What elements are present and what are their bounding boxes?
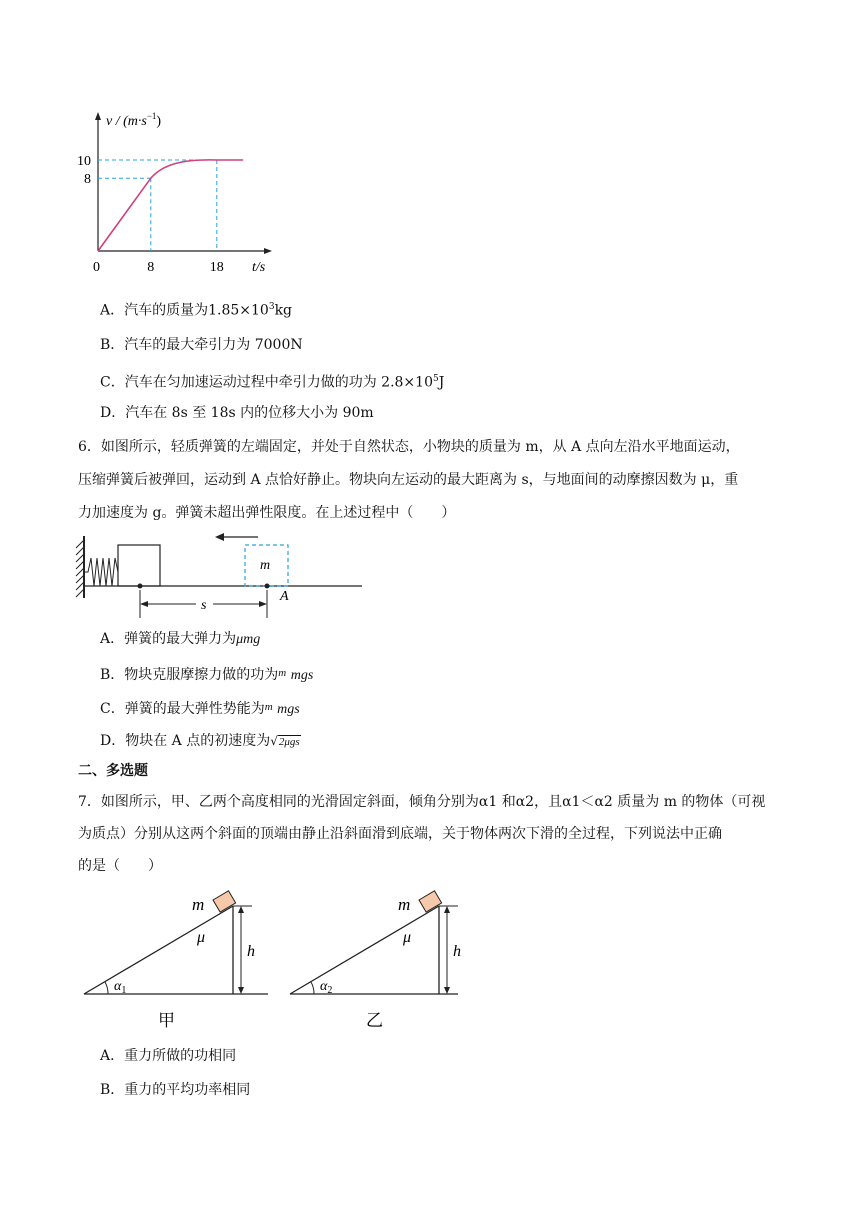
- point-a: [265, 584, 270, 589]
- origin-label: 0: [93, 260, 100, 275]
- x-axis-label: t/s: [252, 260, 266, 275]
- height-label: h: [453, 943, 461, 960]
- q7-option-b: B．重力的平均功率相同: [100, 1082, 251, 1098]
- block-compressed: [118, 545, 160, 586]
- q6-option-b: B．物块克服摩擦力做的功为$^m$ mgs: [100, 667, 314, 683]
- x-tick-8: 8: [147, 260, 155, 275]
- incline-slope: [84, 906, 233, 994]
- q6-stem-line3: 力加速度为 g。弹簧未超出弹性限度。在上述过程中（ ）: [78, 505, 456, 521]
- caption: 乙: [366, 1011, 383, 1030]
- q5-option-c: C．汽车在匀加速运动过程中牵引力做的功为 $2.8\times 10^5J$: [100, 374, 445, 391]
- distance-arrow-left: [140, 601, 148, 607]
- q6-option-a: A．弹簧的最大弹力为μmg: [100, 631, 261, 647]
- spring: [84, 558, 118, 586]
- point-a-label: A: [280, 589, 289, 604]
- y-tick-8: 8: [84, 172, 91, 188]
- point-left: [138, 584, 143, 589]
- height-arrow-down: [238, 987, 244, 994]
- mass-label: m: [260, 558, 271, 573]
- caption: 甲: [158, 1011, 175, 1030]
- distance-label: s: [201, 598, 207, 613]
- wall-hatching: [76, 540, 84, 597]
- spring-block-figure: [70, 530, 370, 620]
- q6-stem-line2: 压缩弹簧后被弹回，运动到 A 点恰好静止。物块向左运动的最大距离为 s，与地面间的动摩擦因数为 μ，重: [78, 472, 739, 488]
- y-axis-label: $v / (m\cdot s^{-1})$: [106, 111, 162, 129]
- angle-label: $\alpha_1$: [114, 979, 127, 996]
- mu-label: μ: [197, 929, 206, 946]
- q6-option-c: C．弹簧的最大弹性势能为$^m$ mgs: [100, 701, 300, 717]
- q6-option-d: D．物块在 A 点的初速度为√2μgs: [100, 733, 300, 749]
- block: [419, 891, 442, 912]
- mass-label: m: [398, 895, 411, 914]
- height-arrow-up: [238, 906, 244, 913]
- section-heading: 二、多选题: [78, 763, 148, 779]
- height-arrow-down: [444, 987, 450, 994]
- velocity-time-graph: [77, 108, 300, 278]
- q7-stem-line2: 为质点）分别从这两个斜面的顶端由静止沿斜面滑到底端，关于物体两次下滑的全过程，下列说法中正确: [78, 826, 722, 842]
- incline-slope: [290, 906, 439, 994]
- velocity-curve: [98, 160, 243, 251]
- distance-arrow-right: [259, 601, 267, 607]
- block: [213, 891, 236, 912]
- q6-stem-line1: 6．如图所示，轻质弹簧的左端固定，并处于自然状态，小物块的质量为 m，从 A 点向左沿水平地面运动，: [78, 439, 740, 455]
- mass-label: m: [192, 895, 205, 914]
- height-label: h: [247, 943, 255, 960]
- q7-stem-line3: 的是（ ）: [78, 858, 162, 874]
- angle-arc: [105, 982, 108, 994]
- angle-arc: [311, 982, 314, 994]
- y-axis-arrow: [95, 112, 101, 120]
- q5-option-d: D．汽车在 8s 至 18s 内的位移大小为 90m: [100, 405, 374, 421]
- q7-option-a: A．重力所做的功相同: [100, 1048, 237, 1064]
- x-axis-arrow: [264, 248, 272, 254]
- q7-stem-line1: 7．如图所示，甲、乙两个高度相同的光滑固定斜面，倾角分别为α1 和α2，且α1＜α2 质量为 m 的物体（可视: [78, 794, 766, 810]
- dashed-guides: [98, 160, 217, 251]
- q5-option-b: B．汽车的最大牵引力为 7000N: [100, 337, 303, 353]
- mu-label: μ: [403, 929, 412, 946]
- incline-figure-right: [286, 866, 486, 1036]
- incline-figure-left: [80, 866, 280, 1036]
- y-tick-10: 10: [77, 154, 91, 169]
- x-tick-18: 18: [209, 260, 224, 275]
- q5-option-a: A．汽车的质量为$1.85\times 10^3kg$: [100, 302, 293, 319]
- motion-arrowhead: [215, 533, 224, 541]
- angle-label: $\alpha_2$: [320, 979, 333, 996]
- height-arrow-up: [444, 906, 450, 913]
